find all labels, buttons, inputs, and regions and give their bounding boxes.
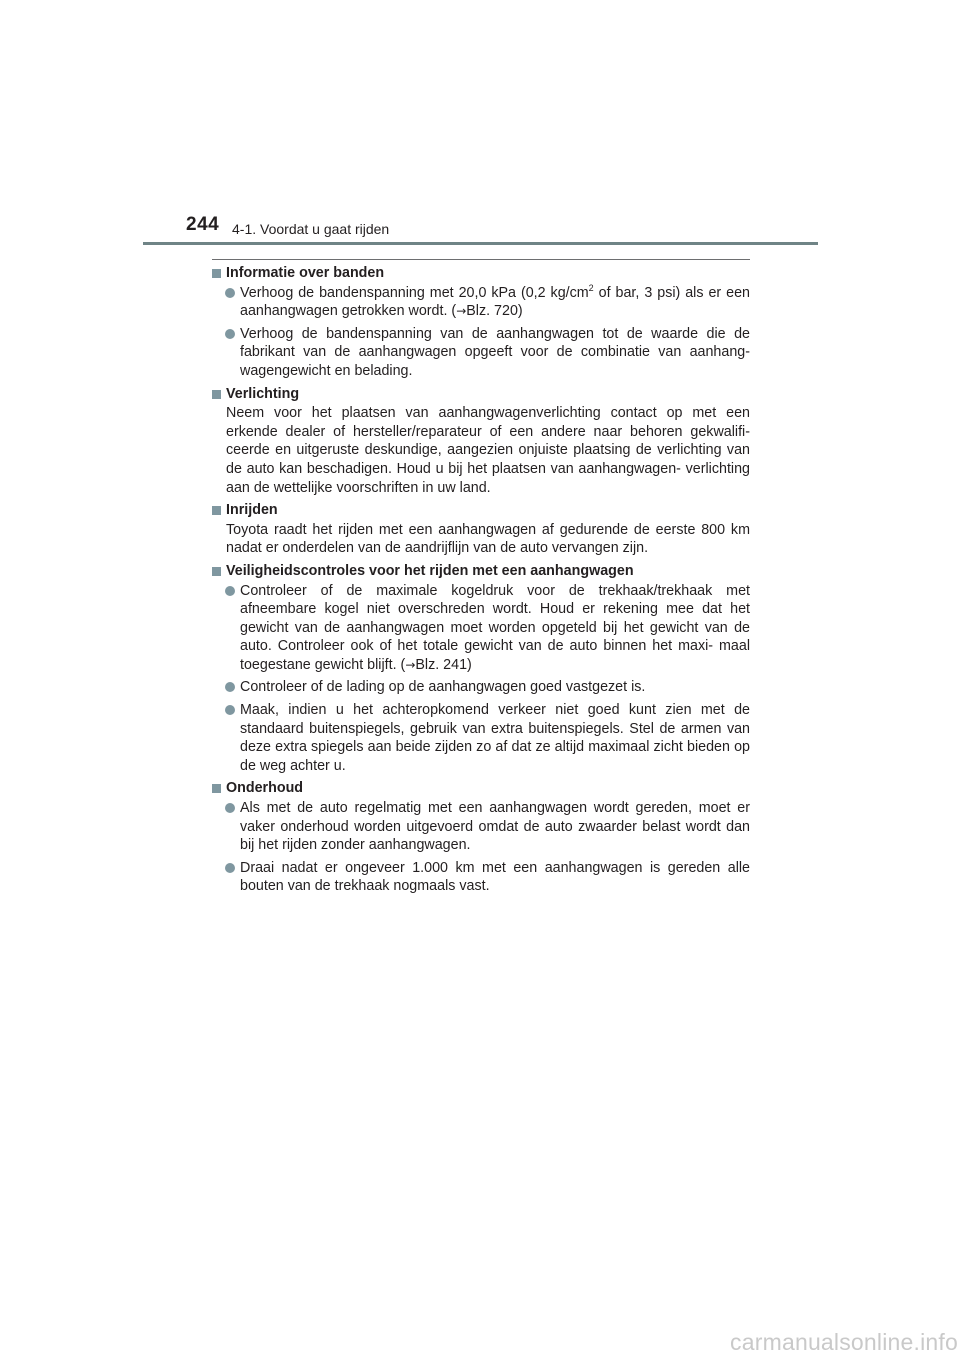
section-heading: [212, 501, 750, 520]
heading-text: Veiligheidscontroles voor het rijden met een aanhangwagen: [226, 562, 634, 579]
paragraph: Neem voor het plaatsen van aanhangwagenverlichting contact op met een erkende dealer of hersteller/reparateur of een andere naar behoren gekwalifi- ceerde en uitgeruste deskundige, aangezien onjuiste plaatsing de verlichting van de auto kan beschadigen. Houd u bij het plaatsen van aanhangwagen- verlichting aan de wettelijke voorschriften in uw land.: [226, 405, 750, 496]
list-item: [212, 582, 750, 675]
bullet-text-continued: of bar, 3 psi) als er een aanhangwagen getrokken wordt. (: [240, 284, 750, 320]
bullet-text: Verhoog de bandenspanning met 20,0 kPa (0,2 kg/cm: [240, 284, 589, 301]
content-divider: [212, 259, 750, 260]
arrow-icon: →: [456, 304, 467, 319]
list-item: [212, 859, 750, 896]
round-bullet-icon: [225, 288, 235, 298]
page-reference: Blz. 241): [415, 656, 472, 673]
bullet-text: Controleer of de lading op de aanhangwagen goed vastgezet is.: [240, 679, 646, 696]
list-item: [212, 701, 750, 775]
round-bullet-icon: [225, 682, 235, 692]
section-heading: [212, 264, 750, 283]
section-title: 4-1. Voordat u gaat rijden: [232, 221, 390, 237]
bullet-text: Als met de auto regelmatig met een aanhangwagen wordt gereden, moet er vaker onderhoud worden uitgevoerd omdat de auto zwaarder belast wordt dan bij het rijden zonder aanhangwagen.: [240, 800, 750, 854]
bullet-text: Maak, indien u het achteropkomend verkeer niet goed kunt zien met de standaard buitenspiegels, gebruik van extra buitenspiegels. Stel de armen van deze extra spiegels aan beide zijden zo af dat ze altijd maximaal zicht bieden op de weg achter u.: [240, 702, 750, 774]
section-heading: [212, 779, 750, 798]
section-maintenance: [212, 779, 750, 896]
square-bullet-icon: [212, 390, 221, 399]
square-bullet-icon: [212, 506, 221, 515]
section-safety-checks: [212, 562, 750, 776]
paragraph: Toyota raadt het rijden met een aanhangwagen af gedurende de eerste 800 km nadat er onderdelen van de aandrijflijn van de auto vervangen zijn.: [226, 521, 750, 557]
list-item: [212, 678, 750, 697]
heading-text: Informatie over banden: [226, 265, 385, 281]
heading-text: Onderhoud: [226, 780, 304, 797]
list-item: [212, 799, 750, 855]
header-divider: [143, 242, 818, 245]
list-item: [212, 325, 750, 381]
round-bullet-icon: [225, 329, 235, 339]
round-bullet-icon: [225, 803, 235, 813]
page-number: 244: [186, 214, 220, 235]
bullet-text: Draai nadat er ongeveer 1.000 km met een aanhangwagen is gereden alle bouten van de trekhaak nogmaals vast.: [240, 859, 750, 895]
page-header: [0, 0, 960, 250]
page-content: [212, 264, 750, 900]
superscript: 2: [588, 282, 594, 293]
heading-text: Verlichting: [226, 385, 300, 402]
section-break-in: [212, 501, 750, 558]
section-heading: [212, 385, 750, 404]
section-lighting: [212, 385, 750, 498]
square-bullet-icon: [212, 784, 221, 793]
section-tire-info: [212, 264, 750, 381]
section-heading: [212, 562, 750, 581]
round-bullet-icon: [225, 586, 235, 596]
heading-text: Inrijden: [226, 502, 278, 519]
bullet-text: Verhoog de bandenspanning van de aanhangwagen tot de waarde die de fabrikant van de aanhangwagen opgeeft voor de combinatie van aanhang- wagengewicht en belading.: [240, 325, 750, 379]
square-bullet-icon: [212, 567, 221, 576]
page-reference: Blz. 720): [466, 303, 523, 320]
round-bullet-icon: [225, 705, 235, 715]
list-item: [212, 284, 750, 321]
round-bullet-icon: [225, 863, 235, 873]
bullet-text: Controleer of de maximale kogeldruk voor de trekhaak/trekhaak met afneembare kogel niet overschreden wordt. Houd er rekening mee dat het gewicht van de aanhangwagen moet worden opgeteld bij het gewicht van de auto. Controleer ook of het totale gewicht van de auto binnen het maxi- maal toegestane gewicht blijft. (: [240, 582, 750, 673]
arrow-icon: →: [405, 657, 416, 672]
watermark: carmanualsonline.info: [730, 1329, 958, 1355]
square-bullet-icon: [212, 269, 221, 278]
